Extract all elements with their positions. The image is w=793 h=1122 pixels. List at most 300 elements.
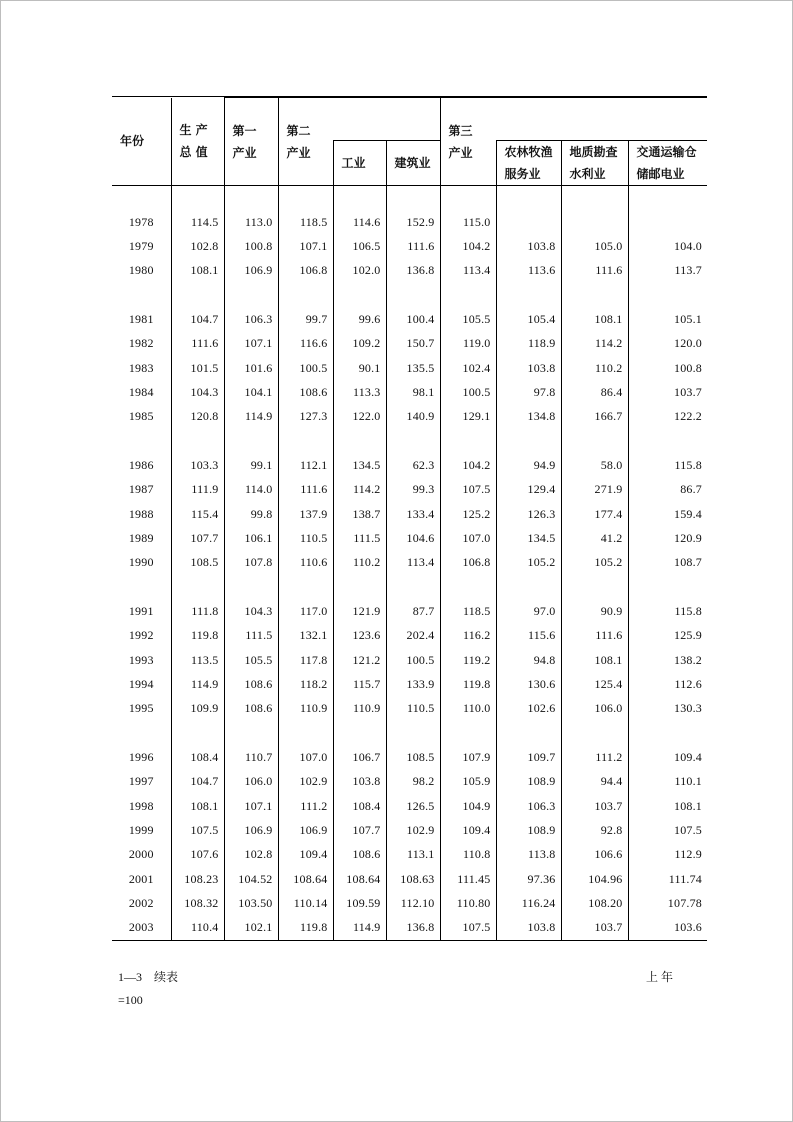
cell-year: 1982 (128, 336, 154, 351)
gap-cell (112, 575, 171, 599)
gap-cell (440, 721, 496, 745)
cell-primary: 108.6 (224, 697, 278, 721)
cell-geology: 108.1 (561, 648, 628, 672)
cell-transport: 107.78 (628, 891, 707, 915)
cell-industry: 113.3 (333, 380, 386, 404)
gap-cell (224, 575, 278, 599)
cell-industry: 110.2 (333, 551, 386, 575)
cell-secondary: 107.1 (278, 234, 333, 258)
cell-agri-service: 94.9 (496, 453, 561, 477)
cell-agri-service: 97.36 (496, 867, 561, 891)
cell-transport: 115.8 (628, 599, 707, 623)
gap-cell (561, 575, 628, 599)
table-row (112, 551, 707, 575)
cell-geology: 103.7 (561, 916, 628, 941)
gap-cell (496, 721, 561, 745)
cell-transport: 122.2 (628, 405, 707, 429)
header-agri-service: 农林牧渔 服务业 (496, 141, 561, 186)
cell-construction: 112.10 (386, 891, 440, 915)
cell-transport: 125.9 (628, 623, 707, 647)
base-value-note: =100 (118, 993, 143, 1007)
cell-agri-service: 113.8 (496, 843, 561, 867)
cell-year: 1985 (128, 409, 154, 424)
cell-tertiary: 115.0 (440, 210, 496, 234)
cell-industry: 121.2 (333, 648, 386, 672)
cell-geology: 177.4 (561, 502, 628, 526)
table-row (112, 210, 707, 234)
cell-gdp: 107.5 (171, 818, 224, 842)
cell-gdp: 108.4 (171, 745, 224, 769)
gap-cell (333, 575, 386, 599)
cell-agri-service: 103.8 (496, 234, 561, 258)
header-secondary-industry: 第二 产业 (278, 98, 333, 186)
cell-industry: 114.9 (333, 916, 386, 941)
cell-geology: 105.2 (561, 551, 628, 575)
table-row (112, 259, 707, 283)
table-row (112, 599, 707, 623)
cell-industry: 111.5 (333, 526, 386, 550)
cell-gdp: 108.23 (171, 867, 224, 891)
cell-tertiary: 129.1 (440, 405, 496, 429)
gap-cell (386, 429, 440, 453)
gap-cell (224, 186, 278, 211)
cell-tertiary: 119.0 (440, 332, 496, 356)
cell-industry: 121.9 (333, 599, 386, 623)
cell-construction: 202.4 (386, 623, 440, 647)
gap-cell (440, 575, 496, 599)
cell-primary: 114.0 (224, 478, 278, 502)
header-transport-post: 交通运输仓 储邮电业 (628, 141, 707, 186)
cell-transport: 159.4 (628, 502, 707, 526)
gap-cell (386, 721, 440, 745)
cell-construction: 100.4 (386, 307, 440, 331)
cell-secondary: 117.8 (278, 648, 333, 672)
cell-secondary: 118.5 (278, 210, 333, 234)
cell-year: 1984 (128, 385, 154, 400)
cell-primary: 106.0 (224, 769, 278, 793)
gap-cell (224, 429, 278, 453)
cell-construction: 99.3 (386, 478, 440, 502)
cell-gdp: 109.9 (171, 697, 224, 721)
cell-secondary: 132.1 (278, 623, 333, 647)
cell-secondary: 118.2 (278, 672, 333, 696)
cell-construction: 140.9 (386, 405, 440, 429)
cell-agri-service: 106.3 (496, 794, 561, 818)
cell-construction: 98.1 (386, 380, 440, 404)
cell-tertiary: 104.2 (440, 453, 496, 477)
cell-industry: 109.2 (333, 332, 386, 356)
cell-agri-service: 103.8 (496, 916, 561, 941)
table-leading-gap (112, 186, 707, 211)
cell-agri-service: 115.6 (496, 623, 561, 647)
gap-cell (496, 186, 561, 211)
cell-construction: 150.7 (386, 332, 440, 356)
header-tertiary-group-spacer (496, 98, 707, 141)
cell-transport: 105.1 (628, 307, 707, 331)
gap-cell (496, 283, 561, 307)
statistics-table-container (112, 96, 707, 941)
cell-agri-service: 108.9 (496, 769, 561, 793)
cell-industry: 138.7 (333, 502, 386, 526)
cell-transport: 120.9 (628, 526, 707, 550)
cell-construction: 152.9 (386, 210, 440, 234)
cell-year: 1998 (128, 798, 154, 813)
header-geology-water: 地质勘查 水利业 (561, 141, 628, 186)
cell-transport: 112.6 (628, 672, 707, 696)
gap-cell (440, 186, 496, 211)
cell-construction: 100.5 (386, 648, 440, 672)
cell-primary: 102.8 (224, 843, 278, 867)
table-row (112, 380, 707, 404)
cell-geology: 114.2 (561, 332, 628, 356)
gap-cell (333, 283, 386, 307)
gap-cell (171, 429, 224, 453)
table-row (112, 478, 707, 502)
cell-geology: 111.6 (561, 623, 628, 647)
cell-construction: 135.5 (386, 356, 440, 380)
cell-year: 2001 (128, 871, 154, 886)
cell-primary: 106.9 (224, 259, 278, 283)
cell-tertiary: 104.9 (440, 794, 496, 818)
cell-year: 1994 (128, 676, 154, 691)
cell-agri-service: 129.4 (496, 478, 561, 502)
cell-year: 1992 (128, 628, 154, 643)
cell-year: 1978 (128, 214, 154, 229)
cell-gdp: 115.4 (171, 502, 224, 526)
cell-tertiary: 109.4 (440, 818, 496, 842)
cell-agri-service: 97.0 (496, 599, 561, 623)
cell-industry: 108.6 (333, 843, 386, 867)
cell-year: 1983 (128, 360, 154, 375)
cell-tertiary: 125.2 (440, 502, 496, 526)
cell-industry: 115.7 (333, 672, 386, 696)
cell-year: 1995 (128, 701, 154, 716)
gap-cell (628, 429, 707, 453)
cell-secondary: 127.3 (278, 405, 333, 429)
cell-secondary: 117.0 (278, 599, 333, 623)
cell-gdp: 104.7 (171, 769, 224, 793)
cell-agri-service: 105.4 (496, 307, 561, 331)
cell-secondary: 106.8 (278, 259, 333, 283)
table-reference: 1—3 续表 (118, 970, 179, 984)
cell-gdp: 114.5 (171, 210, 224, 234)
cell-transport: 138.2 (628, 648, 707, 672)
header-construction: 建筑业 (386, 141, 440, 186)
cell-tertiary: 111.45 (440, 867, 496, 891)
cell-transport: 110.1 (628, 769, 707, 793)
gap-cell (561, 186, 628, 211)
cell-primary: 103.50 (224, 891, 278, 915)
cell-secondary: 110.5 (278, 526, 333, 550)
cell-agri-service: 134.8 (496, 405, 561, 429)
header-industry: 工业 (333, 141, 386, 186)
table-row (112, 745, 707, 769)
gap-cell (628, 575, 707, 599)
cell-gdp: 107.7 (171, 526, 224, 550)
header-primary-industry: 第一 产业 (224, 98, 278, 186)
cell-year: 1999 (128, 822, 154, 837)
cell-industry: 106.7 (333, 745, 386, 769)
cell-secondary: 110.9 (278, 697, 333, 721)
cell-tertiary: 106.8 (440, 551, 496, 575)
cell-gdp: 120.8 (171, 405, 224, 429)
cell-geology: 104.96 (561, 867, 628, 891)
table-row (112, 526, 707, 550)
header-tertiary-industry: 第三 产业 (440, 98, 496, 186)
gap-cell (278, 721, 333, 745)
cell-secondary: 99.7 (278, 307, 333, 331)
gap-cell (171, 575, 224, 599)
gap-cell (171, 721, 224, 745)
cell-gdp: 119.8 (171, 623, 224, 647)
cell-year: 1979 (128, 239, 154, 254)
table-group-gap (112, 283, 707, 307)
cell-industry: 114.2 (333, 478, 386, 502)
cell-agri-service: 102.6 (496, 697, 561, 721)
cell-transport: 108.7 (628, 551, 707, 575)
cell-primary: 111.5 (224, 623, 278, 647)
gap-cell (628, 283, 707, 307)
cell-agri-service: 126.3 (496, 502, 561, 526)
cell-year: 1997 (128, 774, 154, 789)
table-row (112, 623, 707, 647)
cell-gdp: 104.7 (171, 307, 224, 331)
table-row (112, 356, 707, 380)
cell-construction: 133.4 (386, 502, 440, 526)
cell-geology: 125.4 (561, 672, 628, 696)
cell-tertiary: 113.4 (440, 259, 496, 283)
cell-year: 1993 (128, 652, 154, 667)
header-gdp: 生 产 总 值 (171, 98, 224, 186)
table-row (112, 769, 707, 793)
cell-secondary: 110.14 (278, 891, 333, 915)
cell-gdp: 108.1 (171, 794, 224, 818)
cell-primary: 101.6 (224, 356, 278, 380)
gap-cell (112, 429, 171, 453)
cell-gdp: 113.5 (171, 648, 224, 672)
cell-gdp: 111.6 (171, 332, 224, 356)
cell-tertiary: 118.5 (440, 599, 496, 623)
cell-gdp: 111.8 (171, 599, 224, 623)
cell-industry: 99.6 (333, 307, 386, 331)
table-body (112, 186, 707, 941)
cell-primary: 102.1 (224, 916, 278, 941)
cell-industry: 103.8 (333, 769, 386, 793)
cell-tertiary: 105.5 (440, 307, 496, 331)
cell-secondary: 107.0 (278, 745, 333, 769)
cell-agri-service: 109.7 (496, 745, 561, 769)
cell-primary: 105.5 (224, 648, 278, 672)
cell-industry: 109.59 (333, 891, 386, 915)
cell-year: 1991 (128, 603, 154, 618)
table-row (112, 234, 707, 258)
cell-agri-service: 130.6 (496, 672, 561, 696)
cell-primary: 106.1 (224, 526, 278, 550)
cell-primary: 113.0 (224, 210, 278, 234)
cell-tertiary: 110.8 (440, 843, 496, 867)
cell-construction: 108.63 (386, 867, 440, 891)
cell-construction: 62.3 (386, 453, 440, 477)
cell-tertiary: 116.2 (440, 623, 496, 647)
cell-primary: 104.3 (224, 599, 278, 623)
cell-industry: 123.6 (333, 623, 386, 647)
cell-primary: 99.1 (224, 453, 278, 477)
cell-gdp: 103.3 (171, 453, 224, 477)
cell-year: 1996 (128, 749, 154, 764)
cell-primary: 99.8 (224, 502, 278, 526)
cell-geology: 58.0 (561, 453, 628, 477)
cell-year: 1989 (128, 530, 154, 545)
cell-gdp: 101.5 (171, 356, 224, 380)
cell-geology: 86.4 (561, 380, 628, 404)
cell-transport: 130.3 (628, 697, 707, 721)
base-year-note: 上 年 (646, 970, 674, 984)
cell-agri-service: 108.9 (496, 818, 561, 842)
table-row (112, 332, 707, 356)
cell-transport (628, 210, 707, 234)
gap-cell (112, 186, 171, 211)
cell-geology: 108.1 (561, 307, 628, 331)
cell-transport: 109.4 (628, 745, 707, 769)
cell-secondary: 111.2 (278, 794, 333, 818)
cell-industry: 110.9 (333, 697, 386, 721)
cell-secondary: 137.9 (278, 502, 333, 526)
cell-agri-service: 113.6 (496, 259, 561, 283)
cell-geology: 106.6 (561, 843, 628, 867)
table-row (112, 843, 707, 867)
cell-agri-service: 118.9 (496, 332, 561, 356)
gap-cell (278, 283, 333, 307)
cell-secondary: 112.1 (278, 453, 333, 477)
cell-geology: 105.0 (561, 234, 628, 258)
cell-gdp: 104.3 (171, 380, 224, 404)
gap-cell (112, 283, 171, 307)
cell-primary: 107.1 (224, 332, 278, 356)
gap-cell (278, 575, 333, 599)
cell-primary: 104.1 (224, 380, 278, 404)
cell-secondary: 108.6 (278, 380, 333, 404)
table-row (112, 916, 707, 941)
cell-geology: 108.20 (561, 891, 628, 915)
cell-transport: 103.7 (628, 380, 707, 404)
gap-cell (333, 721, 386, 745)
cell-year: 2002 (128, 896, 154, 911)
cell-agri-service: 105.2 (496, 551, 561, 575)
cell-year: 2003 (112, 916, 171, 941)
gap-cell (278, 186, 333, 211)
cell-year: 1980 (128, 263, 154, 278)
cell-year: 2000 (128, 847, 154, 862)
cell-gdp: 110.4 (171, 916, 224, 941)
header-secondary-group-spacer (333, 98, 440, 141)
cell-agri-service: 134.5 (496, 526, 561, 550)
cell-geology: 103.7 (561, 794, 628, 818)
cell-construction: 108.5 (386, 745, 440, 769)
gap-cell (561, 283, 628, 307)
table-row (112, 794, 707, 818)
cell-year: 1988 (128, 506, 154, 521)
cell-transport: 112.9 (628, 843, 707, 867)
gap-cell (561, 721, 628, 745)
gap-cell (628, 721, 707, 745)
table-header (112, 97, 707, 186)
gap-cell (386, 186, 440, 211)
cell-geology: 111.2 (561, 745, 628, 769)
cell-construction: 110.5 (386, 697, 440, 721)
cell-secondary: 102.9 (278, 769, 333, 793)
table-row (112, 502, 707, 526)
table-row (112, 307, 707, 331)
cell-tertiary: 119.2 (440, 648, 496, 672)
cell-tertiary: 107.9 (440, 745, 496, 769)
gap-cell (112, 721, 171, 745)
cell-year: 1981 (128, 311, 154, 326)
cell-primary: 107.1 (224, 794, 278, 818)
cell-gdp: 108.32 (171, 891, 224, 915)
cell-industry: 90.1 (333, 356, 386, 380)
table-row (112, 672, 707, 696)
table-group-gap (112, 575, 707, 599)
cell-gdp: 107.6 (171, 843, 224, 867)
gap-cell (171, 283, 224, 307)
gap-cell (333, 429, 386, 453)
gap-cell (628, 186, 707, 211)
cell-construction: 111.6 (386, 234, 440, 258)
gap-cell (496, 575, 561, 599)
cell-agri-service (496, 210, 561, 234)
cell-transport: 100.8 (628, 356, 707, 380)
cell-geology: 271.9 (561, 478, 628, 502)
cell-tertiary: 119.8 (440, 672, 496, 696)
cell-transport: 103.6 (628, 916, 707, 941)
cell-geology: 94.4 (561, 769, 628, 793)
cell-construction: 113.4 (386, 551, 440, 575)
cell-tertiary: 107.5 (440, 916, 496, 941)
cell-tertiary: 110.80 (440, 891, 496, 915)
table-row (112, 405, 707, 429)
cell-transport: 107.5 (628, 818, 707, 842)
cell-industry: 114.6 (333, 210, 386, 234)
cell-tertiary: 104.2 (440, 234, 496, 258)
cell-secondary: 109.4 (278, 843, 333, 867)
cell-gdp: 102.8 (171, 234, 224, 258)
cell-gdp: 111.9 (171, 478, 224, 502)
gap-cell (386, 283, 440, 307)
cell-industry: 102.0 (333, 259, 386, 283)
cell-construction: 113.1 (386, 843, 440, 867)
table-row (112, 867, 707, 891)
cell-tertiary: 105.9 (440, 769, 496, 793)
cell-industry: 107.7 (333, 818, 386, 842)
cell-transport: 120.0 (628, 332, 707, 356)
cell-geology: 90.9 (561, 599, 628, 623)
cell-construction: 98.2 (386, 769, 440, 793)
table-row (112, 697, 707, 721)
cell-industry: 108.64 (333, 867, 386, 891)
cell-transport: 111.74 (628, 867, 707, 891)
cell-transport: 113.7 (628, 259, 707, 283)
cell-construction: 126.5 (386, 794, 440, 818)
growth-index-table (112, 96, 707, 941)
table-row (112, 891, 707, 915)
gap-cell (278, 429, 333, 453)
cell-primary: 107.8 (224, 551, 278, 575)
cell-tertiary: 107.0 (440, 526, 496, 550)
cell-construction: 136.8 (386, 259, 440, 283)
cell-transport: 104.0 (628, 234, 707, 258)
cell-agri-service: 97.8 (496, 380, 561, 404)
cell-secondary: 116.6 (278, 332, 333, 356)
